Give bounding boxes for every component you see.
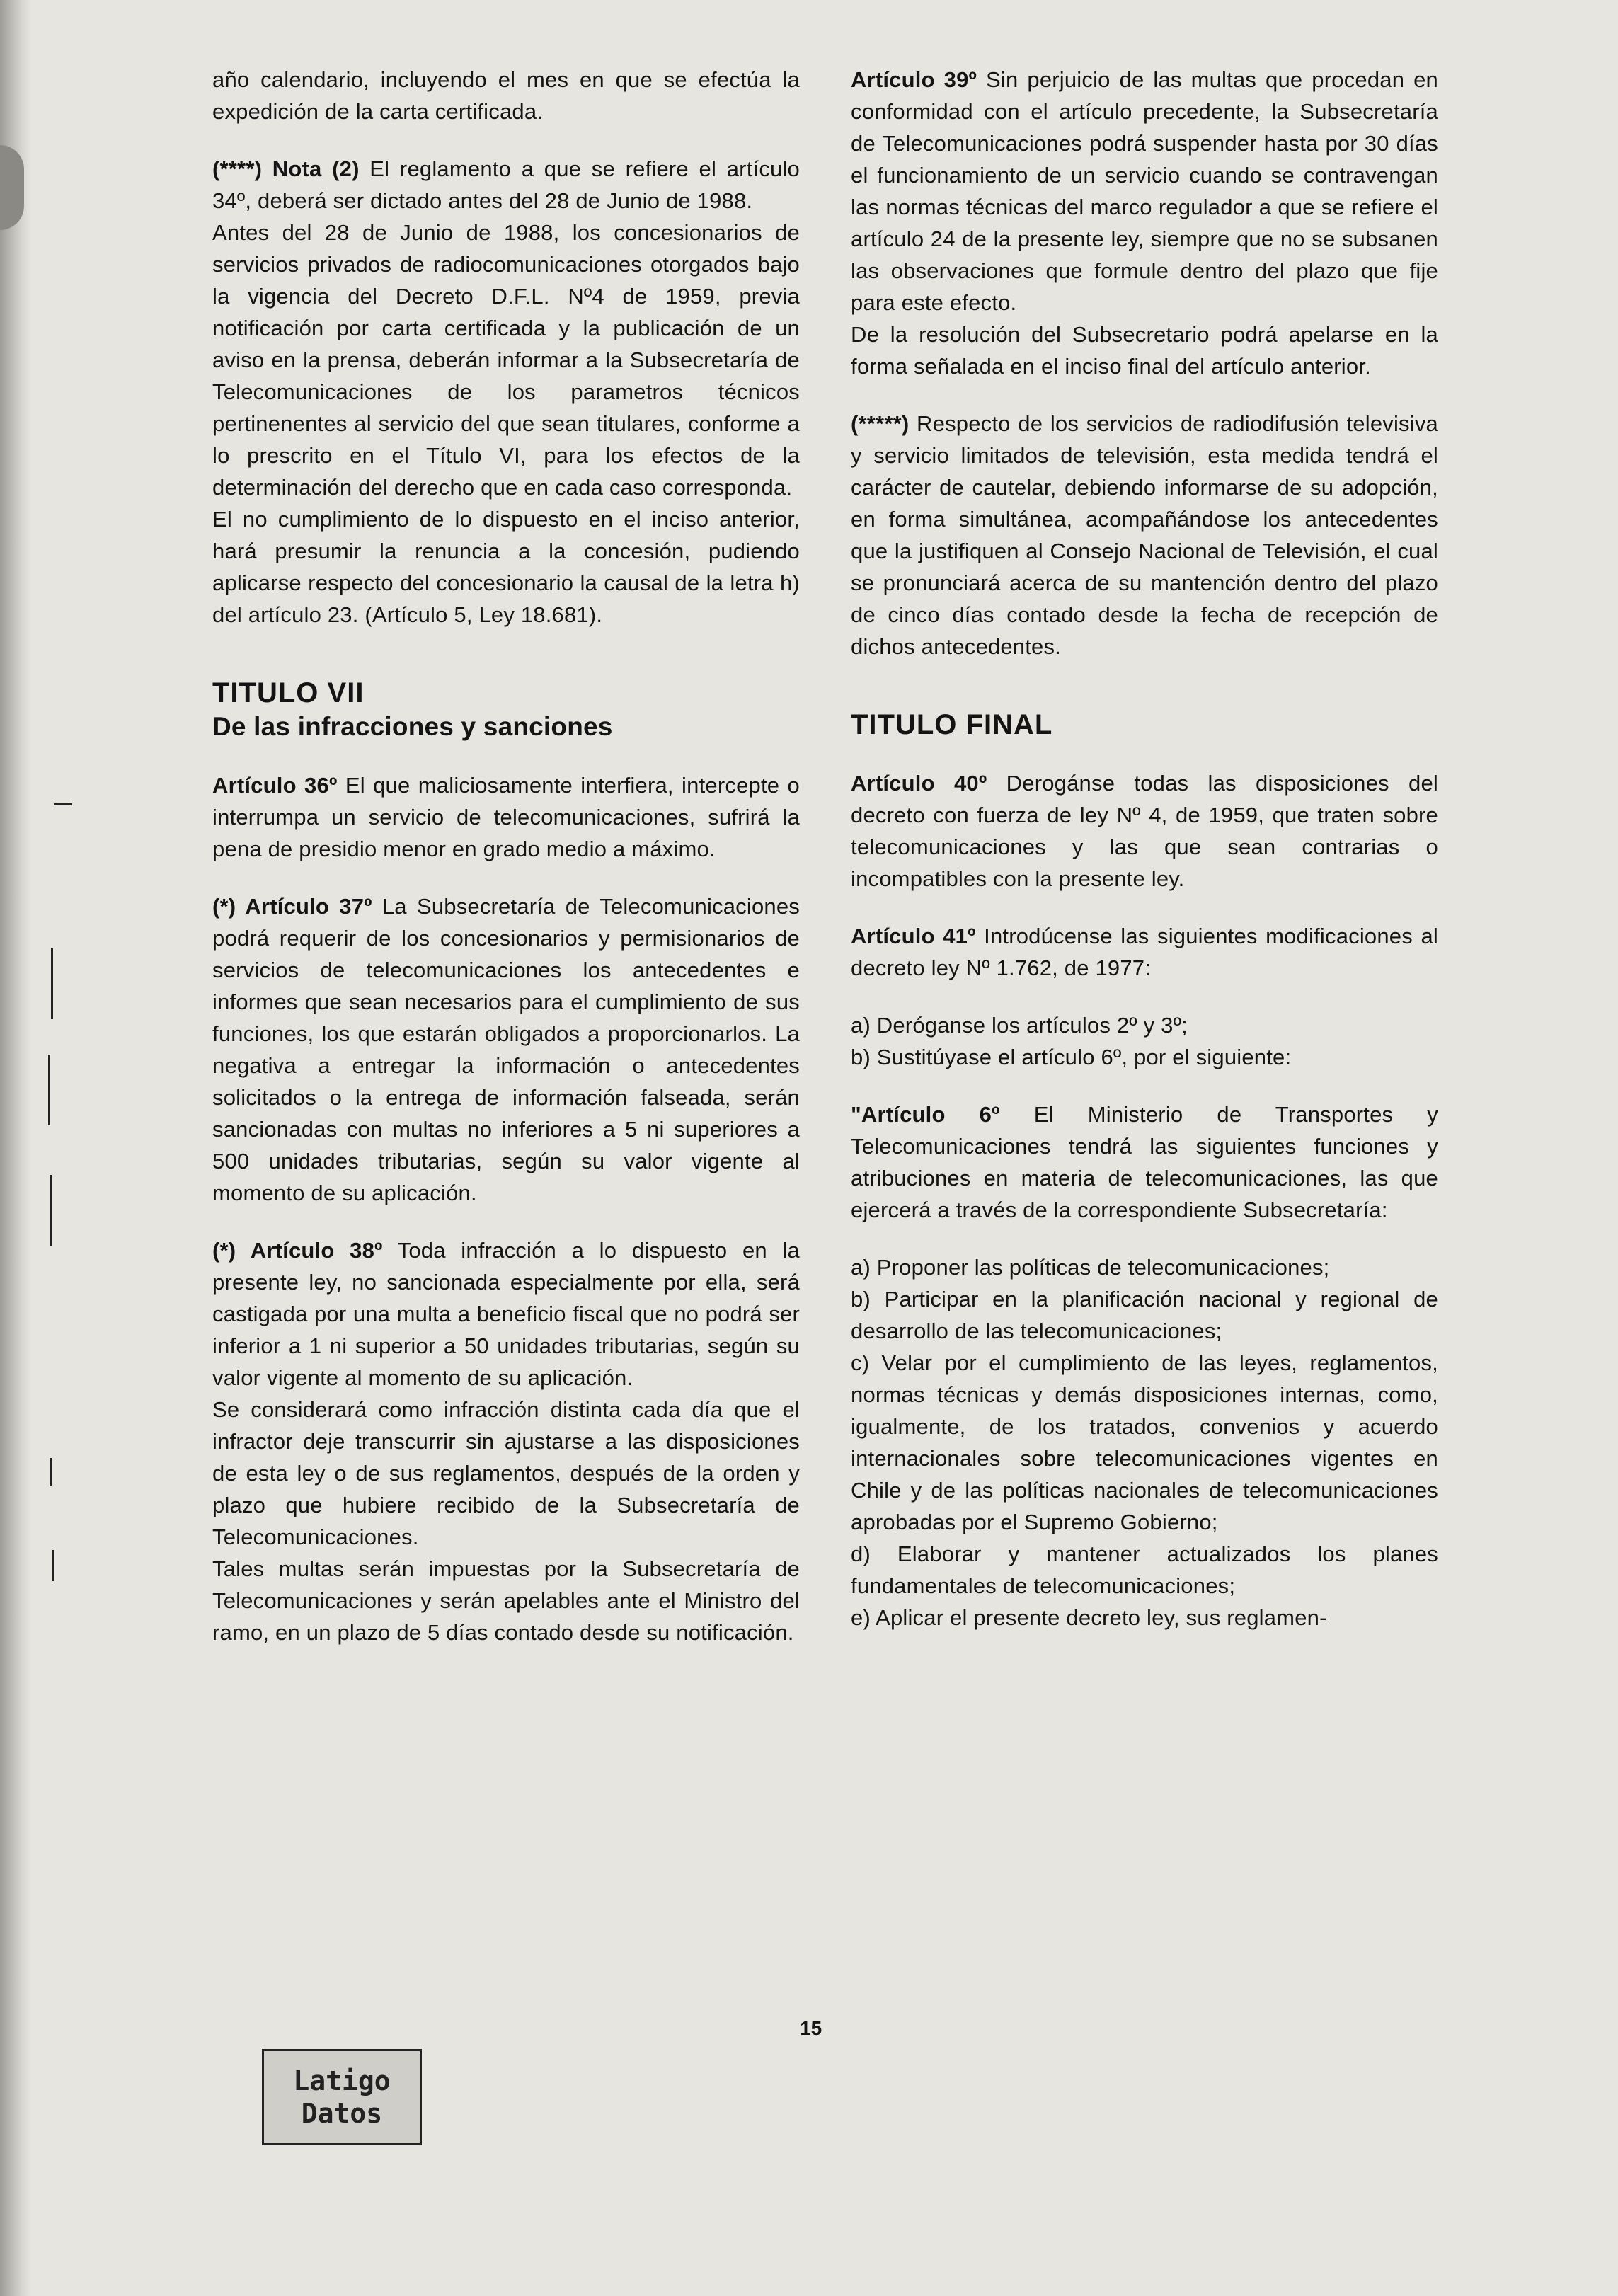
paragraph: Se considerará como infracción distinta cada día que el infractor deje transcurrir sin ajustarse a las disposiciones de esta ley o de sus reglamentos, después de la orden y plazo que hubiere recibido de la Subsecretaría de Telecomunicaciones. <box>212 1397 800 1549</box>
margin-mark <box>54 803 72 805</box>
note-paragraph <box>851 408 1438 662</box>
list-item: b) Participar en la planificación nacional y regional de desarrollo de las telecomunicaciones; <box>851 1287 1438 1343</box>
list-item: d) Elaborar y mantener actualizados los planes fundamentales de telecomunicaciones; <box>851 1542 1438 1598</box>
section-subtitle: De las infracciones y sanciones <box>212 712 613 741</box>
article-label: Artículo 41º <box>851 924 976 948</box>
list-item: e) Aplicar el presente decreto ley, sus reglamen- <box>851 1605 1327 1630</box>
margin-mark <box>52 1550 54 1581</box>
article-label: "Artículo 6º <box>851 1102 1000 1127</box>
article-6 <box>851 1098 1438 1226</box>
article-text: El Ministerio de Transportes y Telecomunicaciones tendrá las siguientes funciones y atribuciones en materia de telecomunicaciones, las que ejercerá a través de la correspondiente Subsecretaría: <box>851 1102 1438 1222</box>
paragraph: año calendario, incluyendo el mes en que se efectúa la expedición de la carta certificada. <box>212 67 800 124</box>
list-item: a) Proponer las políticas de telecomunicaciones; <box>851 1255 1330 1280</box>
page-number: 15 <box>800 2017 822 2039</box>
article-label: (*) Artículo 38º <box>212 1238 383 1263</box>
list-item: b) Sustitúyase el artículo 6º, por el siguiente: <box>851 1045 1292 1069</box>
right-column <box>851 64 1438 1634</box>
article-text: Sin perjuicio de las multas que procedan en conformidad con el artículo precedente, la Subsecretaría de Telecomunicaciones podrá suspender hasta por 30 días el funcionamiento de un servicio cuando se contravengan las normas técnicas del marco regulador a que se refiere el artículo 24 de la presente ley, siempre que no se subsanen las observaciones que formule dentro del plazo que fije para este efecto. <box>851 67 1439 315</box>
library-stamp <box>262 2049 422 2145</box>
note-text: Respecto de los servicios de radiodifusión televisiva y servicio limitados de televisión, esta medida tendrá el carácter de cautelar, debiendo informarse de su adopción, en forma simultánea, acompañándose los antecedentes que la justifiquen al Consejo Nacional de Televisión, el cual se pronunciará acerca de su mantención dentro del plazo de cinco días contado desde la fecha de recepción de dichos antecedentes. <box>851 411 1438 659</box>
list-item: c) Velar por el cumplimiento de las leyes, reglamentos, normas técnicas y demás disposiciones internas, como, igualmente, de los tratados, convenios y acuerdo internacionales sobre telecomunicaciones vigentes en Chile y de las políticas nacionales de telecomunicaciones aprobadas por el Supremo Gobierno; <box>851 1350 1438 1534</box>
note-label: (*****) <box>851 411 910 436</box>
article-38 <box>212 1234 800 1394</box>
article-37 <box>212 890 800 1209</box>
margin-mark <box>48 1055 50 1125</box>
note-label: (****) Nota (2) <box>212 156 360 181</box>
note-paragraph <box>212 153 800 217</box>
binding-shadow <box>0 0 31 2296</box>
article-label: Artículo 40º <box>851 771 987 796</box>
article-text: Introdúcense las siguientes modificaciones al decreto ley Nº 1.762, de 1977: <box>851 924 1438 980</box>
section-title: TITULO FINAL <box>851 709 1053 740</box>
article-label: (*) Artículo 37º <box>212 894 372 919</box>
article-text: Toda infracción a lo dispuesto en la presente ley, no sancionada especialmente por ella, será castigada por una multa a beneficio fiscal que no podrá ser inferior a 1 ni superior a 50 unidades tributarias, según su valor vigente al momento de su aplicación. <box>212 1238 800 1390</box>
article-text: La Subsecretaría de Telecomunicaciones podrá requerir de los concesionarios y permisionarios de servicios de telecomunicaciones los antecedentes e informes que sean necesarios para el cumplimiento de sus funciones, los que estarán obligados a proporcionarlos. La negativa a entregar la información o antecedentes solicitados o la entrega de información falseada, serán sancionadas con multas no inferiores a 5 ni superiores a 500 unidades tributarias, según su valor vigente al momento de su aplicación. <box>212 894 800 1205</box>
binding-hole <box>0 145 24 230</box>
paragraph: Tales multas serán impuestas por la Subsecretaría de Telecomunicaciones y serán apelables ante el Ministro del ramo, en un plazo de 5 días contado desde su notificación. <box>212 1556 800 1645</box>
stamp-line: Datos <box>301 2098 383 2129</box>
article-label: Artículo 39º <box>851 67 977 92</box>
margin-mark <box>50 1175 52 1246</box>
note-text: El reglamento a que se refiere el artículo 34º, deberá ser dictado antes del 28 de Junio de 1988. <box>212 156 801 213</box>
article-41 <box>851 920 1438 984</box>
article-36 <box>212 769 800 865</box>
margin-mark <box>50 1458 52 1486</box>
paragraph: El no cumplimiento de lo dispuesto en el inciso anterior, hará presumir la renuncia a la concesión, pudiendo aplicarse respecto del concesionario la causal de la letra h) del artículo 23. (Artículo 5, Ley 18.681). <box>212 507 800 627</box>
list-item: a) Deróganse los artículos 2º y 3º; <box>851 1013 1188 1038</box>
section-title: TITULO VII <box>212 677 365 708</box>
article-40 <box>851 767 1438 895</box>
article-39 <box>851 64 1438 318</box>
margin-mark <box>51 948 53 1019</box>
article-text: El que maliciosamente interfiera, intercepte o interrumpa un servicio de telecomunicaciones, sufrirá la pena de presidio menor en grado medio a máximo. <box>212 773 800 861</box>
paragraph: Antes del 28 de Junio de 1988, los concesionarios de servicios privados de radiocomunicaciones otorgados bajo la vigencia del Decreto D.F.L. Nº4 de 1959, previa notificación por carta certificada y la publicación de un aviso en la prensa, deberán informar a la Subsecretaría de Telecomunicaciones de los parametros técnicos pertinenentes al servicio del que sean titulares, conforme a lo prescrito en el Título VI, para los efectos de la determinación del derecho que en cada caso corresponda. <box>212 220 800 500</box>
left-column <box>212 64 800 1648</box>
article-label: Artículo 36º <box>212 773 338 798</box>
article-text: Derogánse todas las disposiciones del decreto con fuerza de ley Nº 4, de 1959, que traten sobre telecomunicaciones y las que sean contrarias o incompatibles con la presente ley. <box>851 771 1438 891</box>
paragraph: De la resolución del Subsecretario podrá apelarse en la forma señalada en el inciso final del artículo anterior. <box>851 322 1438 379</box>
stamp-line: Latigo <box>293 2065 391 2096</box>
